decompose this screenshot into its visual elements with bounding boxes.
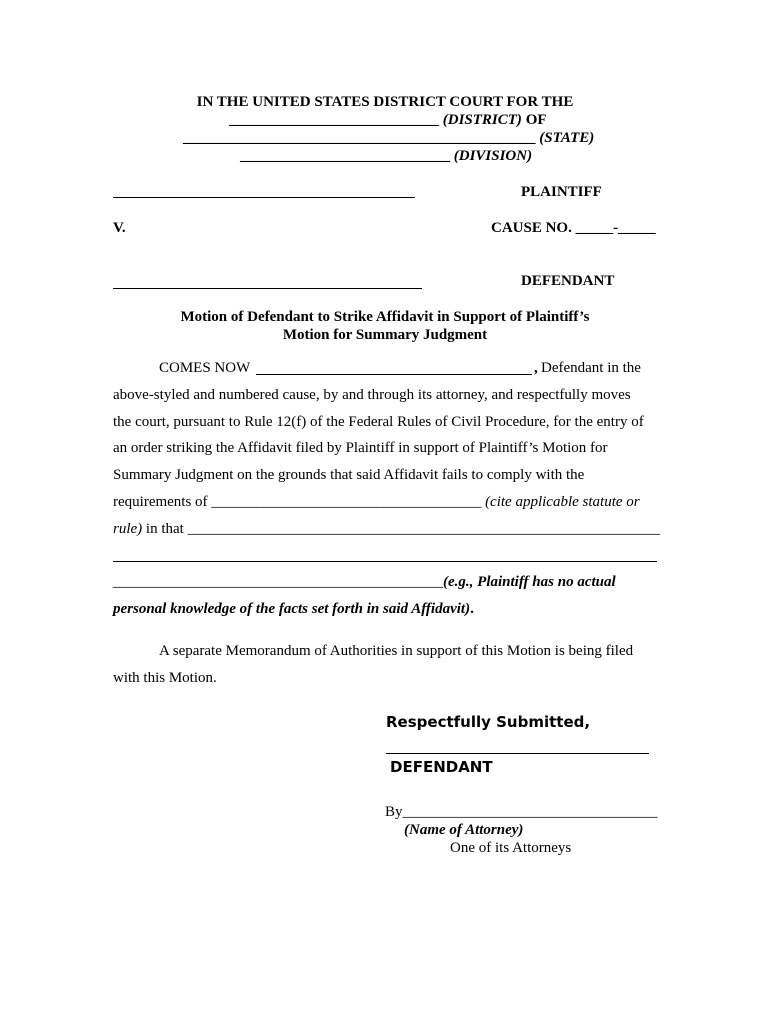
name-of-attorney: (Name of Attorney): [404, 822, 524, 838]
cause-number[interactable]: CAUSE NO. _____-_____: [491, 220, 656, 236]
defendant-name-field[interactable]: [256, 374, 532, 375]
memo-line-1: A separate Memorandum of Authorities in support of this Motion is being filed: [159, 643, 634, 659]
requirements-blank[interactable]: ____________________________________: [211, 494, 482, 510]
district-blank[interactable]: ____________________________: [229, 112, 439, 128]
defendant-in-the-text: Defendant in the: [541, 360, 641, 376]
attorney-signature-blank[interactable]: __________________________________: [402, 804, 658, 820]
division-blank[interactable]: ____________________________: [240, 148, 450, 164]
state-blank[interactable]: _______________________________________________: [183, 130, 536, 146]
body-line-2: above-styled and numbered cause, by and through its attorney, and respectfully moves: [113, 387, 631, 403]
signature-line[interactable]: [386, 753, 649, 754]
memo-line-2: with this Motion.: [113, 670, 217, 686]
motion-title-line1: Motion of Defendant to Strike Affidavit in Support of Plaintiff’s: [180, 309, 590, 325]
division-line: ____________________________ (DIVISION): [240, 148, 533, 164]
comma: ,: [534, 360, 538, 376]
plaintiff-name-blank[interactable]: [113, 197, 415, 198]
body-line-6: requirements of ____________________________________ (cite applicable statute or: [113, 494, 640, 510]
body-line-4: an order striking the Affidavit filed by Plaintiff in support of Plaintiff’s Motion for: [113, 440, 608, 456]
body-line-7: rule) in that _______________________________________________________________: [113, 521, 661, 537]
state-line: _______________________________________________ (STATE): [183, 130, 595, 146]
court-heading: IN THE UNITED STATES DISTRICT COURT FOR THE: [196, 94, 574, 110]
signature-defendant-label: DEFENDANT: [390, 758, 493, 776]
by-line: By__________________________________: [385, 804, 658, 820]
body-line-5: Summary Judgment on the grounds that said Affidavit fails to comply with the: [113, 467, 585, 483]
respectfully-submitted: Respectfully Submitted,: [386, 713, 591, 731]
plaintiff-label: PLAINTIFF: [521, 184, 602, 200]
defendant-name-blank[interactable]: [113, 288, 422, 289]
defendant-label: DEFENDANT: [521, 273, 615, 289]
in-that-blank[interactable]: _______________________________________________________________: [187, 521, 661, 537]
motion-title-line2: Motion for Summary Judgment: [282, 327, 488, 343]
body-line-10: personal knowledge of the facts set forth in said Affidavit).: [113, 601, 474, 617]
full-width-blank[interactable]: [113, 561, 657, 562]
body-line-9: ____________________________________________(e.g., Plaintiff has no actual: [113, 574, 616, 590]
body-line-1: COMES NOW: [159, 360, 251, 376]
eg-blank[interactable]: ____________________________________________: [113, 574, 443, 590]
body-line-3: the court, pursuant to Rule 12(f) of the Federal Rules of Civil Procedure, for the entry of: [113, 414, 644, 430]
versus-label: V.: [113, 220, 126, 236]
district-line: ____________________________ (DISTRICT) OF: [229, 112, 547, 128]
one-of-its-attorneys: One of its Attorneys: [450, 840, 572, 856]
